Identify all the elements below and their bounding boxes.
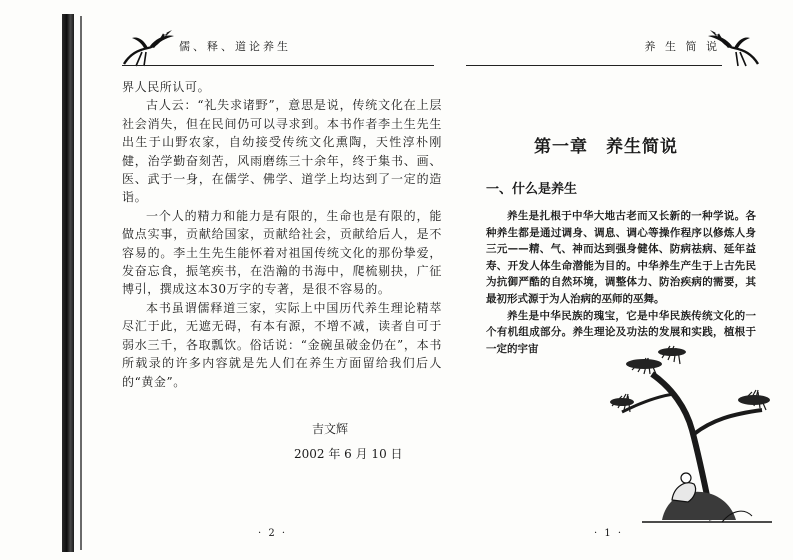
header-rule (466, 65, 722, 66)
preface-body (122, 78, 442, 391)
running-head: 儒、释、道论养生 (179, 40, 291, 53)
page-number: · 2 · (258, 528, 288, 539)
author-signature: 吉文辉 (312, 422, 349, 436)
chapter-title: 第一章 养生简说 (534, 137, 678, 157)
left-page (84, 20, 464, 550)
binding-edge (80, 16, 82, 550)
paragraph: 养生是中华民族的瑰宝，它是中华民族传统文化的一个有机组成部分。养生理论及功法的发展和实践，植根于一定的宇宙 (486, 309, 756, 355)
right-page (462, 20, 782, 550)
running-head: 养 生 简 说 (644, 40, 720, 53)
book-binding (62, 14, 74, 552)
header-rule (122, 65, 434, 66)
paragraph: 本书虽谓儒释道三家，实际上中国历代养生理论精萃尽汇于此，无遮无碍，有本有源，不增不减，读者自可于弱水三千，各取瓢饮。俗话说：“金碗虽破金仍在”，本书所载录的许多内容就是先人们在养生方面留给我们后人的“黄金”。 (122, 300, 442, 389)
section-title: 一、什么是养生 (486, 182, 578, 197)
pine-tree-sage-illustration (602, 330, 782, 530)
preface-date: 2002 年 6 月 10 日 (294, 447, 403, 461)
paragraph: 一个人的精力和能力是有限的，生命也是有限的，能做点实事，贡献给国家，贡献给社会，贡献给后人，是不容易的。李土生先生能怀着对祖国传统文化的那份挚爱，发奋忘食，振笔疾书，在浩瀚的书海中，爬梳剔抉，广征博引，撰成这本30万字的专著，是很不容易的。 (122, 208, 442, 297)
paragraph: 界人民所认可。 (122, 80, 211, 94)
crane-icon (704, 24, 762, 68)
paragraph: 养生是扎根于中华大地古老而又长新的一种学说。各种养生都是通过调身、调息、调心等操作程序以修炼人身三元——精、气、神而达到强身健体、防病祛病、延年益寿、开发人体生命潜能为目的。中华养生产生于上古先民为抗御严酷的自然环境，调整体力、防治疾病的需要，其最初形式源于为人治病的巫师的巫舞。 (486, 210, 756, 305)
page-number: · 1 · (594, 528, 624, 539)
paragraph: 古人云：“礼失求诸野”，意思是说，传统文化在上层社会消失，但在民间仍可以寻求到。本书作者李土生先生出生于山野农家，自幼接受传统文化熏陶，天性淳朴刚健，治学勤奋刻苦，风雨磨练三十余年，终于集书、画、医、武于一身，在儒学、佛学、道学上均达到了一定的造诣。 (122, 98, 442, 205)
crane-icon (120, 24, 178, 68)
